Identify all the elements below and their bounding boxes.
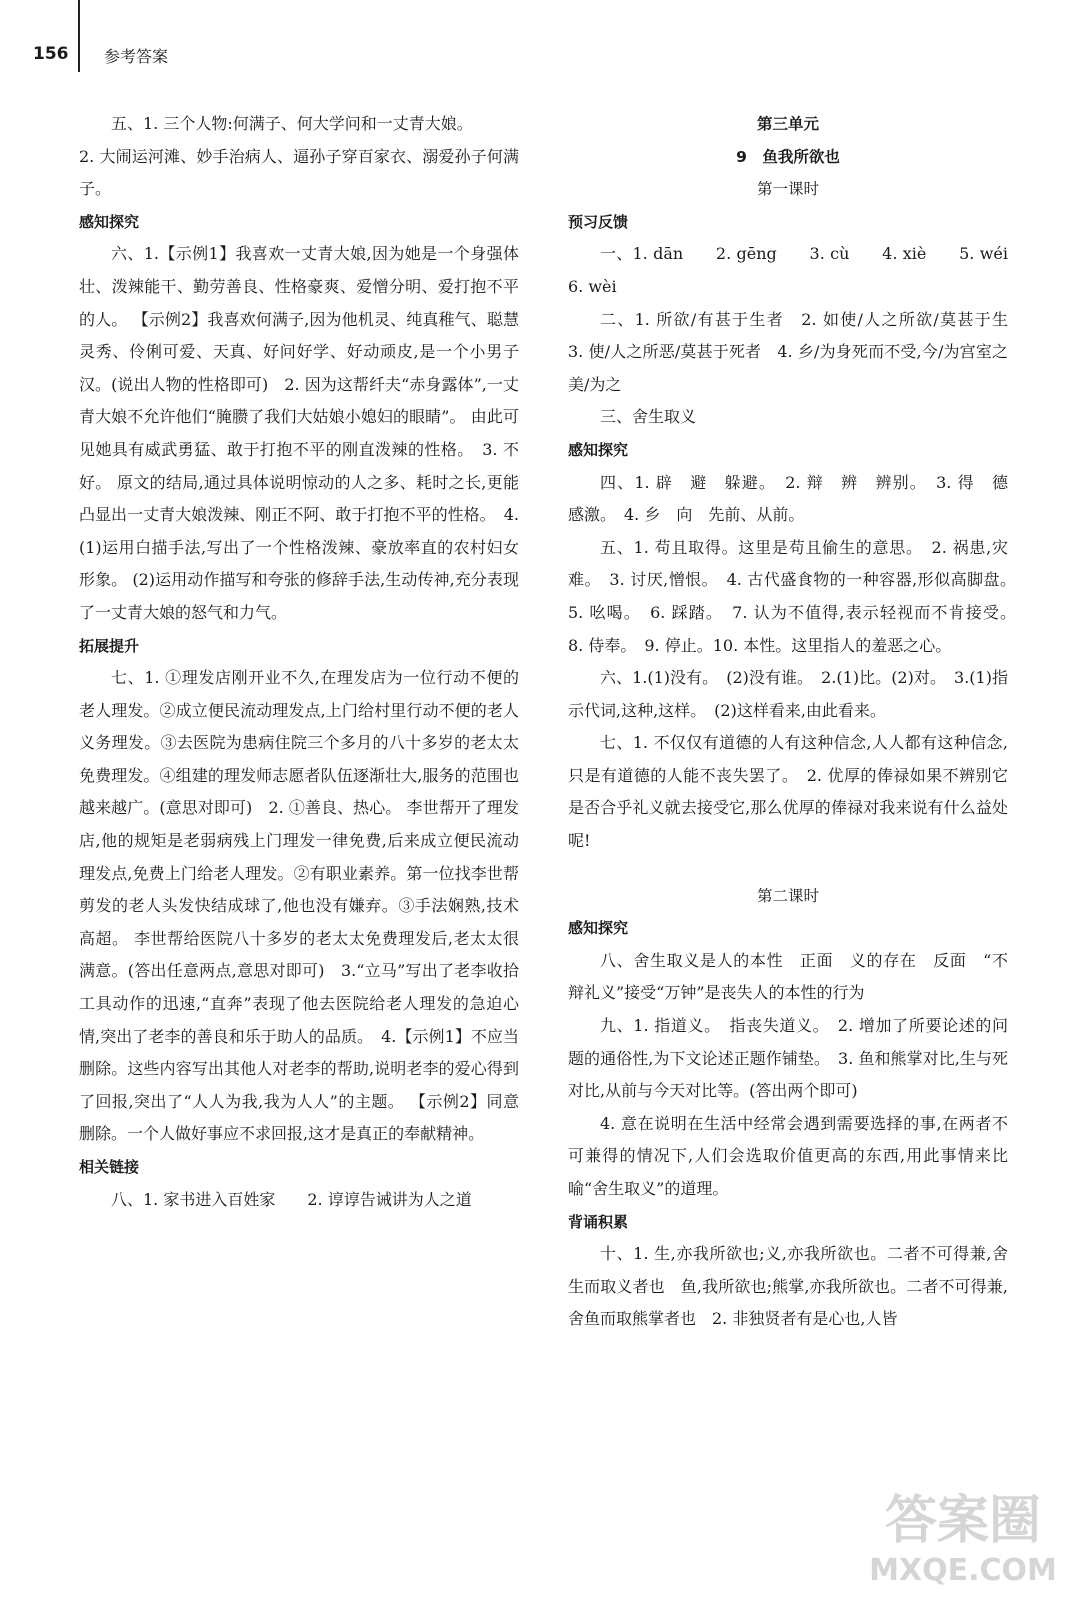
answer-paragraph: 九、1. 指道义。 指丧失道义。 2. 增加了所要论述的问题的通俗性,为下文论述正题作铺垫。 3. 鱼和熊掌对比,生与死对比,从前与今天对比等。(答出两个即可): [568, 1016, 1008, 1101]
page-header: [0, 0, 1069, 80]
centered-heading: 9 鱼我所欲也: [736, 147, 840, 166]
right-column: [568, 108, 1041, 1336]
answer-paragraph: 四、1. 辟 避 躲避。 2. 辩 辨 辨别。 3. 得 德 感激。 4. 乡 向 先前、从前。: [568, 472, 1025, 525]
section-heading: 预习反馈: [568, 212, 629, 231]
answer-paragraph: 六、1.【示例1】我喜欢一丈青大娘,因为她是一个身强体壮、泼辣能干、勤劳善良、性格豪爽、爱憎分明、爱打抱不平的人。 【示例2】我喜欢何满子,因为他机灵、纯真稚气、聪慧灵秀、伶俐可爱、天真、好问好学、好动顽皮,是一个小男子汉。(说出人物的性格即可) 2. 因为这帮纤夫“赤身露体”,一丈青大娘不允许他们“腌臜了我们大姑娘小媳妇的眼睛”。 由此可见她具有威武勇猛、敢于打抱不平的刚直泼辣的性格。 3. 不好。 原文的结局,通过具体说明惊动的人之多、耗时之长,更能凸显出一丈青大娘泼辣、刚正不阿、敢于打抱不平的性格。 4.(1)运用白描手法,写出了一个性格泼辣、豪放率直的农村妇女形象。 (2)运用动作描写和夸张的修辞手法,生动传神,充分表现了一丈青大娘的怒气和力气。: [79, 244, 519, 622]
section-heading: 拓展提升: [79, 636, 140, 655]
watermark-logo: [868, 1480, 1058, 1590]
spacer: [568, 858, 1008, 880]
section-heading: 相关链接: [79, 1158, 140, 1176]
section-heading: 感知探究: [568, 440, 629, 459]
watermark-text-en: MXQE.COM: [869, 1553, 1057, 1588]
answer-paragraph: 2. 大闹运河滩、妙手治病人、逼孙子穿百家衣、溺爱孙子何满子。: [79, 146, 519, 199]
answer-paragraph: 七、1. ①理发店刚开业不久,在理发店为一位行动不便的老人理发。②成立便民流动理发点,上门给村里行动不便的老人义务理发。③去医院为患病住院三个多月的八十多岁的老太太免费理发。④组建的理发师志愿者队伍逐渐壮大,服务的范围也越来越广。(意思对即可) 2. ①善良、热心。 李世帮开了理发店,他的规矩是老弱病残上门理发一律免费,后来成立便民流动理发点,免费上门给老人理发。②有职业素养。第一位找李世帮剪发的老人头发快结成球了,他也没有嫌弃。③手法娴熟,技术高超。 李世帮给医院八十多岁的老太太免费理发后,老太太很满意。(答出任意两点,意思对即可) 3.“立马”写出了老李收拾工具动作的迅速,“直奔”表现了他去医院给老人理发的急迫心情,突出了老李的善良和乐于助人的品质。 4.【示例1】不应当删除。这些内容写出其他人对老李的帮助,说明老李的爱心得到了回报,突出了“人人为我,我为人人”的主题。 【示例2】同意删除。一个人做好事应不求回报,这才是真正的奉献精神。: [79, 668, 519, 1144]
centered-heading: 第三单元: [756, 115, 819, 133]
page-title: 参考答案: [104, 47, 169, 66]
answer-paragraph: 二、1. 所欲/有甚于生者 2. 如使/人之所欲/莫甚于生 3. 使/人之所恶/莫甚于死者 4. 乡/为身死而不受,今/为宫室之美/为之: [568, 309, 1025, 394]
answer-paragraph: 五、1. 三个人物:何满子、何大学问和一丈青大娘。: [111, 114, 473, 133]
answer-paragraph: 一、1. dān 2. gēng 3. cù 4. xiè 5. wéi 6. wèi: [568, 244, 1041, 296]
left-column: [79, 108, 519, 1216]
answer-paragraph: 4. 意在说明在生活中经常会遇到需要选择的事,在两者不可兼得的情况下,人们会选取价值更高的东西,用此事情来比喻“舍生取义”的道理。: [568, 1113, 1008, 1198]
centered-heading: 第一课时: [756, 180, 819, 199]
section-heading: 背诵积累: [568, 1212, 629, 1231]
answer-paragraph: 十、1. 生,亦我所欲也;义,亦我所欲也。二者不可得兼,舍生而取义者也 鱼,我所欲也;熊掌,亦我所欲也。二者不可得兼,舍鱼而取熊掌者也 2. 非独贤者有是心也,人皆: [568, 1244, 1008, 1329]
section-heading: 感知探究: [79, 212, 140, 231]
answer-paragraph: 八、1. 家书进入百姓家 2. 谆谆告诫讲为人之道: [111, 1189, 472, 1209]
answer-paragraph: 六、1.(1)没有。 (2)没有谁。 2.(1)比。(2)对。 3.(1)指示代词,这种,这样。 (2)这样看来,由此看来。: [568, 668, 1008, 720]
watermark-text-cn: 答案圈: [884, 1491, 1042, 1551]
answer-paragraph: 三、舍生取义: [600, 407, 697, 427]
answer-paragraph: 五、1. 苟且取得。这里是苟且偷生的意思。 2. 祸患,灾难。 3. 讨厌,憎恨。 4. 古代盛食物的一种容器,形似高脚盘。 5. 吆喝。 6. 踩踏。 7. 认为不值得,表示轻视而不肯接受。 8. 侍奉。 9. 停止。10. 本性。这里指人的羞恶之心。: [568, 537, 1025, 655]
header-divider: [78, 0, 80, 72]
section-heading: 感知探究: [568, 919, 629, 938]
page-number: 156: [33, 44, 69, 64]
centered-heading: 第二课时: [756, 886, 819, 905]
answer-paragraph: 七、1. 不仅仅有道德的人有这种信念,人人都有这种信念,只是有道德的人能不丧失罢了。 2. 优厚的俸禄如果不辨别它是否合乎礼义就去接受它,那么优厚的俸禄对我来说有什么益处呢!: [568, 733, 1008, 851]
answer-paragraph: 八、舍生取义是人的本性 正面 义的存在 反面 “不辩礼义”接受“万钟”是丧失人的本性的行为: [568, 950, 1008, 1003]
